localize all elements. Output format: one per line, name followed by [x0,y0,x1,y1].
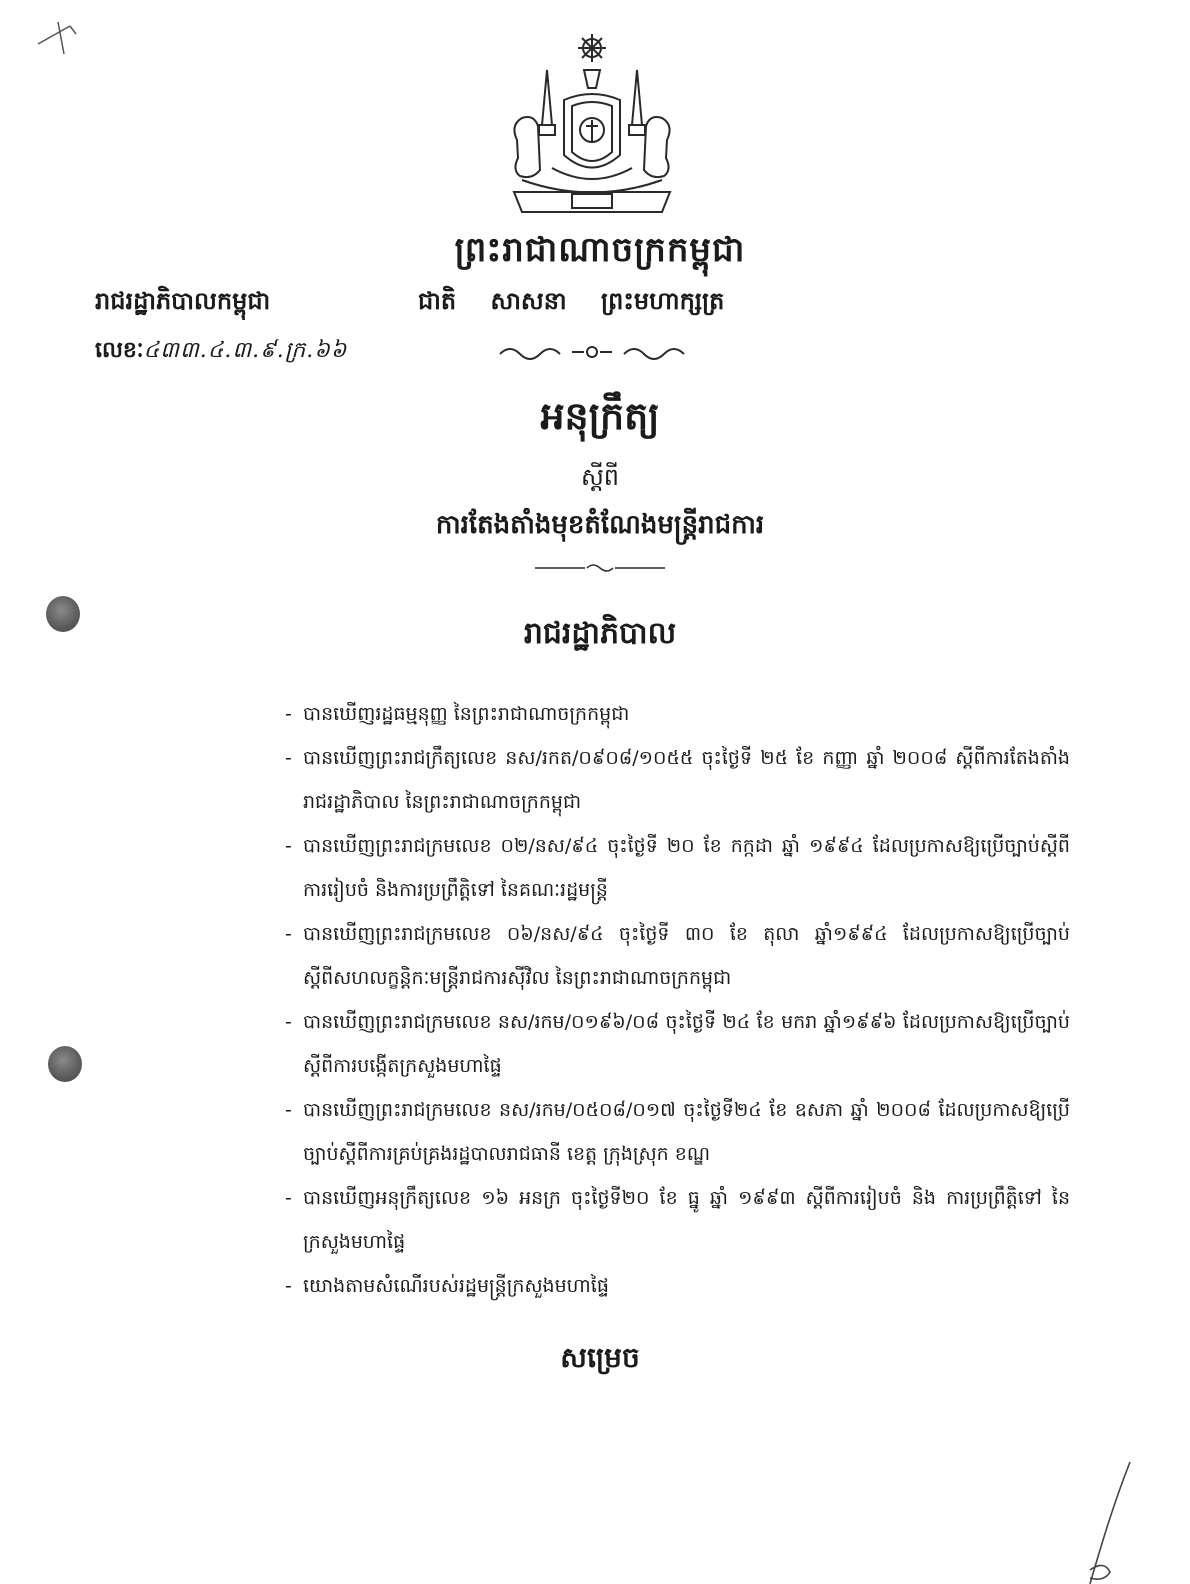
consideration-item: - បានឃើញព្រះរាជក្រឹត្យលេខ នស/រកត/០៩០៨/១០៥៥ ចុះថ្ងៃទី ២៥ ខែ កញ្ញា ឆ្នាំ ២០០៨ ស្តីពីការតែងតាំងរាជរដ្ឋាភិបាល នៃព្រះរាជាណាចក្រកម្ពុជា [285,736,1070,824]
reference-label: លេខៈ [95,338,144,363]
handwritten-mark-icon [30,14,90,64]
ornament-icon [492,340,692,364]
divider-ornament-icon [535,560,665,576]
reference-number [95,336,347,368]
royal-coat-of-arms-icon [492,30,692,220]
punch-hole [46,596,80,632]
considerations-list [285,692,1070,1308]
consideration-item: - យោងតាមសំណើរបស់រដ្ឋមន្ត្រីក្រសួងមហាផ្ទៃ [285,1264,1070,1308]
government-heading: រាជរដ្ឋាភិបាល [523,616,677,651]
consideration-item: - បានឃើញព្រះរាជក្រមលេខ នស/រកម/០៥០៨/០១៧ ចុះថ្ងៃទី២៤ ខែ ឧសភា ឆ្នាំ ២០០៨ ដែលប្រកាសឱ្យប្រើច្បាប់ស្តីពីការគ្រប់គ្រងរដ្ឋបាលរាជធានី ខេត្ត ក្រុងស្រុក ខណ្ឌ [285,1088,1070,1176]
kingdom-name: ព្រះរាជាណាចក្រកម្ពុជា [454,230,746,270]
decision-heading: សម្រេច [560,1341,640,1374]
consideration-item: - បានឃើញអនុក្រឹត្យលេខ ១៦ អនក្រ ចុះថ្ងៃទី២០ ខែ ធ្នូ ឆ្នាំ ១៩៩៣ ស្តីពីការរៀបចំ និង ការប្រព្រឹត្តិទៅ នៃក្រសួងមហាផ្ទៃ [285,1176,1070,1264]
signature-stroke-icon [1060,1460,1150,1584]
concerning-label: ស្តីពី [580,463,620,491]
consideration-item: - បានឃើញព្រះរាជក្រមលេខ ០២/នស/៩៤ ចុះថ្ងៃទី ២០ ខែ កក្កដា ឆ្នាំ ១៩៩៤ ដែលប្រកាសឱ្យប្រើច្បាប់ស្តីពីការរៀបចំ និងការប្រព្រឹត្តិទៅ នៃគណៈរដ្ឋមន្ត្រី [285,824,1070,912]
consideration-item: - បានឃើញព្រះរាជក្រមលេខ នស/រកម/០១៩៦/០៨ ចុះថ្ងៃទី ២៤ ខែ មករា ឆ្នាំ១៩៩៦ ដែលប្រកាសឱ្យប្រើច្បាប់ស្តីពីការបង្កើតក្រសួងមហាផ្ទៃ [285,1000,1070,1088]
issuing-government: រាជរដ្ឋាភិបាលកម្ពុជា [95,287,271,315]
reference-value: ៤៣៣.៤.៣.៩.ក្រ.៦៦ [143,338,348,363]
consideration-item: - បានឃើញព្រះរាជក្រមលេខ ០៦/នស/៩៤ ចុះថ្ងៃទី ៣០ ខែ តុលា ឆ្នាំ១៩៩៤ ដែលប្រកាសឱ្យប្រើច្បាប់ស្តីពីសហលក្ខន្តិកៈមន្ត្រីរាជការស៊ីវិល នៃព្រះរាជាណាចក្រកម្ពុជា [285,912,1070,1000]
decree-title: អនុក្រឹត្យ [540,394,660,438]
national-motto: ជាតិ សាសនា ព្រះមហាក្សត្រ [418,287,725,315]
decree-subject: ការតែងតាំងមុខតំណែងមន្ត្រីរាជការ [435,510,765,540]
punch-hole [48,1046,82,1082]
consideration-item: - បានឃើញរដ្ឋធម្មនុញ្ញ នៃព្រះរាជាណាចក្រកម្ពុជា [285,692,1070,736]
